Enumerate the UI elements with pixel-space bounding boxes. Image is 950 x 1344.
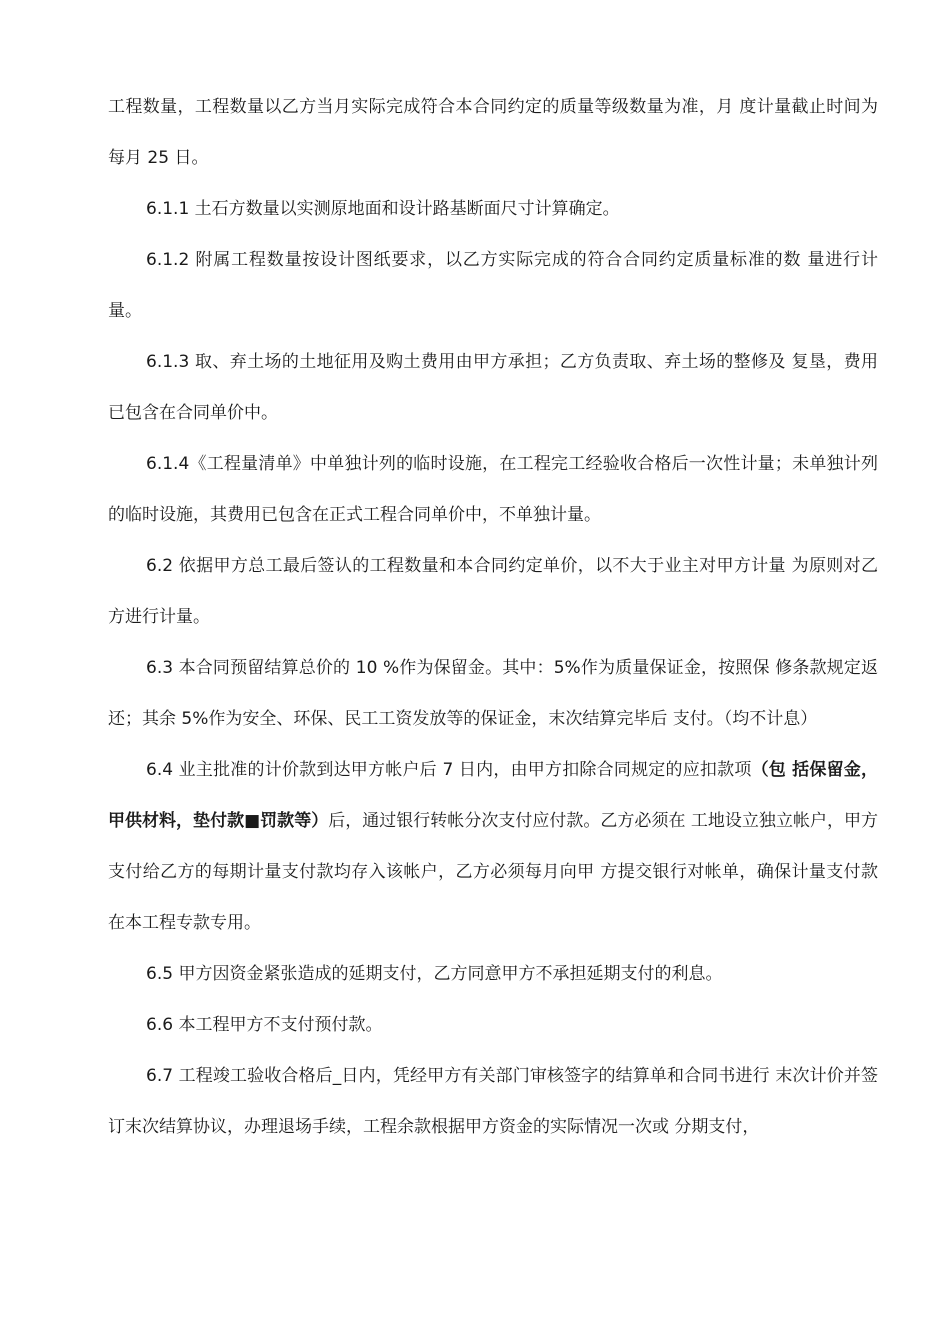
clause-6-1-4: 6.1.4《工程量清单》中单独计列的临时设施，在工程完工经验收合格后一次性计量；未单独计列的临时设施，其费用已包含在正式工程合同单价中，不单独计量。	[108, 454, 878, 525]
clause-6-4-text-c: 后，通过银行转帐分次支付应付款。乙方必须在 工地设立独立帐户，甲方支付给乙方的每期计量支付款均存入该帐户，乙方必须每月向甲 方提交银行对帐单，确保计量支付款在本工程专款专用。	[108, 811, 878, 933]
clause-6-2: 6.2 依据甲方总工最后签认的工程数量和本合同约定单价，以不大于业主对甲方计量 为原则对乙方进行计量。	[108, 556, 878, 627]
clause-6-7: 6.7 工程竣工验收合格后_日内，凭经甲方有关部门审核签字的结算单和合同书进行 末次计价并签订末次结算协议，办理退场手续，工程余款根据甲方资金的实际情况一次或 分期支付，	[108, 1066, 878, 1137]
clause-6-1-3: 6.1.3 取、弃土场的土地征用及购土费用由甲方承担；乙方负责取、弃土场的整修及 复垦，费用已包含在合同单价中。	[108, 352, 878, 423]
paragraph-continuation: 工程数量，工程数量以乙方当月实际完成符合本合同约定的质量等级数量为准，月 度计量截止时间为每月 25 日。	[108, 97, 878, 168]
clause-6-1-1: 6.1.1 土石方数量以实测原地面和设计路基断面尺寸计算确定。	[146, 199, 620, 219]
clause-6-5: 6.5 甲方因资金紧张造成的延期支付，乙方同意甲方不承担延期支付的利息。	[146, 964, 723, 984]
clause-6-4-text-a: 6.4 业主批准的计价款到达甲方帐户后 7 日内，由甲方扣除合同规定的应扣款项	[146, 760, 752, 780]
clause-6-3: 6.3 本合同预留结算总价的 10 %作为保留金。其中：5%作为质量保证金，按照保 修条款规定返还；其余 5%作为安全、环保、民工工资发放等的保证金，末次结算完毕后 支付。（均不计息）	[108, 658, 878, 729]
clause-6-1-2: 6.1.2 附属工程数量按设计图纸要求，以乙方实际完成的符合合同约定质量标准的数 量进行计量。	[108, 250, 878, 321]
clause-6-4-bold-deductions: （包 括保留金，甲供材料，垫付款■罚款等）	[108, 760, 878, 831]
clause-6-4	[108, 745, 878, 949]
document-body	[108, 82, 878, 1153]
clause-6-6: 6.6 本工程甲方不支付预付款。	[146, 1015, 383, 1035]
